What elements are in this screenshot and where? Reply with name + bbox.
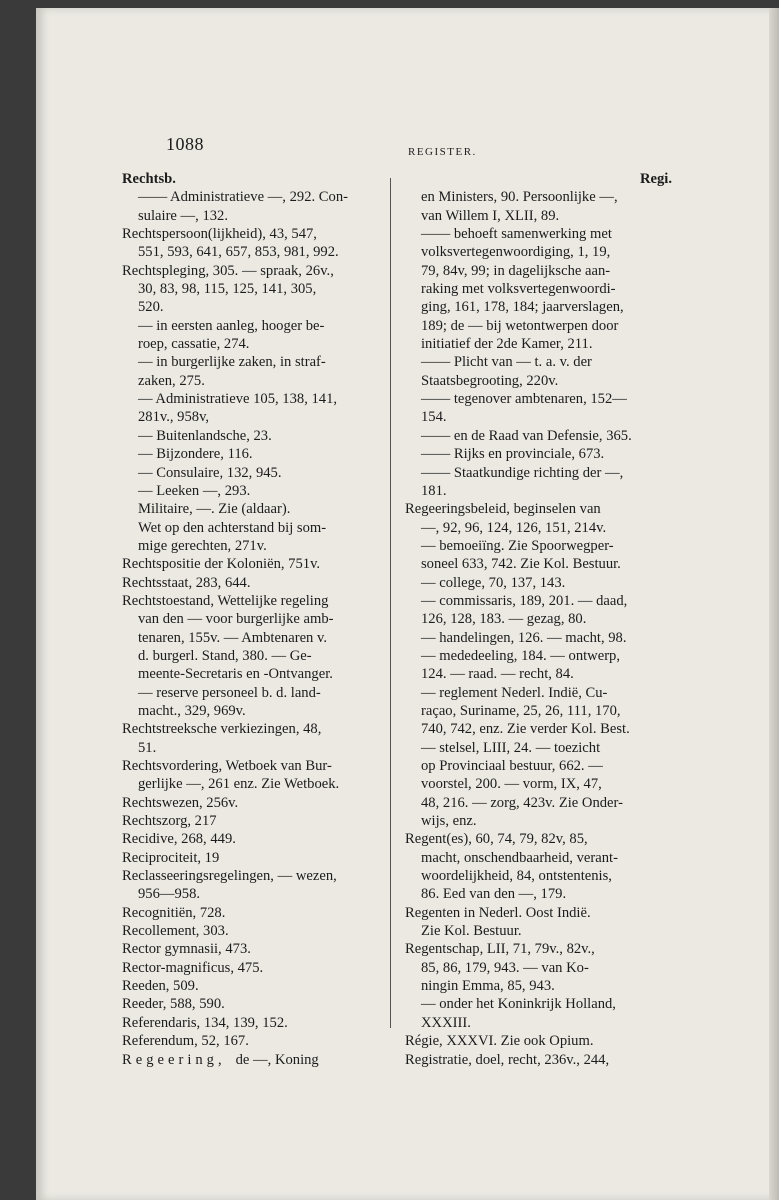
index-line: Rechtspleging, 305. — spraak, 26v.,: [122, 262, 334, 279]
index-line: Regenten in Nederl. Oost Indië.: [405, 904, 591, 921]
index-line: Rechtstreeksche verkiezingen, 48,: [122, 721, 322, 738]
index-line: Rechtsvordering, Wetboek van Bur-: [122, 758, 332, 774]
left-column: [122, 170, 392, 1069]
index-line: Rechtszorg, 217: [122, 813, 217, 830]
index-line: —— Administratieve —, 292. Con-: [138, 189, 348, 206]
index-line: Referendaris, 134, 139, 152.: [122, 1014, 288, 1031]
index-line: Rector-magnificus, 475.: [122, 959, 264, 976]
index-line: Recidive, 268, 449.: [122, 831, 236, 848]
index-line: van Willem I, XLII, 89.: [421, 207, 560, 224]
index-line: meente-Secretaris en -Ontvanger.: [138, 666, 333, 683]
index-line: van den — voor burgerlijke amb-: [138, 611, 334, 628]
index-line: Wet op den achterstand bij som-: [138, 519, 327, 536]
line-rest: de —, Koning: [235, 1051, 319, 1068]
index-line: ningin Emma, 85, 943.: [421, 978, 555, 995]
index-line: —— tegenover ambtenaren, 152—: [421, 391, 627, 408]
index-line: —— Rijks en provinciale, 673.: [421, 446, 605, 463]
index-line: roep, cassatie, 274.: [138, 336, 250, 353]
index-line: 956—958.: [138, 886, 201, 903]
index-line: — Buitenlandsche, 23.: [138, 427, 272, 444]
index-line: macht, onschendbaarheid, verant-: [421, 849, 618, 866]
index-line: en Ministers, 90. Persoonlijke —,: [421, 189, 618, 206]
index-line: Zie Kol. Bestuur.: [421, 923, 522, 940]
index-line: raking met volksvertegenwoordi-: [421, 281, 616, 298]
index-line: 124. — raad. — recht, 84.: [421, 666, 574, 683]
index-line: d. burgerl. Stand, 380. — Ge-: [138, 647, 312, 664]
index-line: soneel 633, 742. Zie Kol. Bestuur.: [421, 556, 621, 573]
index-line: Recognitiën, 728.: [122, 904, 226, 921]
index-line: — stelsel, LIII, 24. — toezicht: [421, 739, 601, 756]
index-line: — college, 70, 137, 143.: [421, 574, 566, 591]
index-line: — bemoeiïng. Zie Spoorwegper-: [421, 537, 614, 554]
index-line: Regent(es), 60, 74, 79, 82v, 85,: [405, 831, 588, 848]
index-line: Referendum, 52, 167.: [122, 1033, 249, 1050]
index-line: Rechtswezen, 256v.: [122, 794, 239, 811]
index-line: — Administratieve 105, 138, 141,: [138, 391, 338, 408]
right-column: [405, 170, 676, 1069]
left-column-heading: Rechtsb.: [122, 171, 176, 187]
index-line: Régie, XXXVI. Zie ook Opium.: [405, 1033, 594, 1050]
index-line: Recollement, 303.: [122, 923, 229, 940]
index-line: tenaren, 155v. — Ambtenaren v.: [138, 629, 327, 646]
index-line: — Leeken —, 293.: [138, 482, 251, 499]
index-line: Reeder, 588, 590.: [122, 996, 225, 1013]
index-line: 740, 742, enz. Zie verder Kol. Best.: [421, 721, 630, 738]
index-line: volksvertegenwoordiging, 1, 19,: [421, 244, 611, 261]
index-line: Rechtsstaat, 283, 644.: [122, 574, 251, 591]
index-line: 79, 84v, 99; in dagelijksche aan-: [421, 262, 611, 279]
page-number: 1088: [166, 134, 204, 154]
index-line: Rechtspositie der Koloniën, 751v.: [122, 556, 321, 573]
index-line: voorstel, 200. — vorm, IX, 47,: [421, 776, 602, 793]
index-line: — Bijzondere, 116.: [138, 446, 253, 463]
right-column-heading: Regi.: [639, 171, 672, 187]
index-line: Reeden, 509.: [122, 978, 199, 995]
index-line: 85, 86, 179, 943. — van Ko-: [421, 959, 589, 976]
index-line: gerlijke —, 261 enz. Zie Wetboek.: [138, 776, 340, 793]
spaced-word: Regeering,: [122, 1051, 226, 1068]
index-line: — handelingen, 126. — macht, 98.: [421, 629, 627, 646]
index-line: —— Staatkundige richting der —,: [421, 464, 624, 481]
index-line-last: [122, 1051, 392, 1069]
running-head: REGISTER.: [408, 146, 477, 158]
index-line: 51.: [138, 739, 157, 756]
index-line: XXXIII.: [421, 1014, 471, 1031]
index-line: 126, 128, 183. — gezag, 80.: [421, 611, 587, 628]
index-line: — onder het Koninkrijk Holland,: [421, 996, 616, 1013]
index-line: 30, 83, 98, 115, 125, 141, 305,: [138, 281, 317, 298]
index-line: macht., 329, 969v.: [138, 702, 246, 719]
page-spine: [769, 8, 779, 1200]
index-line: Staatsbegrooting, 220v.: [421, 372, 559, 389]
index-line: Registratie, doel, recht, 236v., 244,: [405, 1051, 610, 1068]
index-line: Reciprociteit, 19: [122, 849, 220, 866]
index-line: —, 92, 96, 124, 126, 151, 214v.: [421, 519, 607, 536]
index-line: 281v., 958v,: [138, 409, 210, 426]
index-line: — reserve personeel b. d. land-: [138, 684, 321, 701]
index-line: raçao, Suriname, 25, 26, 111, 170,: [421, 702, 621, 719]
index-line: 154.: [421, 409, 447, 426]
index-line: 181.: [421, 482, 447, 499]
index-line: zaken, 275.: [138, 372, 205, 389]
index-line: Rechtstoestand, Wettelijke regeling: [122, 592, 329, 609]
index-line: — in eersten aanleg, hooger be-: [138, 317, 325, 334]
index-line: Militaire, —. Zie (aldaar).: [138, 501, 291, 518]
index-line: 551, 593, 641, 657, 853, 981, 992.: [138, 244, 339, 261]
index-line: op Provinciaal bestuur, 662. —: [421, 758, 603, 774]
index-line: Reclasseeringsregelingen, — wezen,: [122, 868, 337, 885]
index-line: ging, 161, 178, 184; jaarverslagen,: [421, 299, 624, 316]
index-line: woordelijkheid, 84, ontstentenis,: [421, 868, 612, 885]
index-line: mige gerechten, 271v.: [138, 537, 267, 554]
index-line: — mededeeling, 184. — ontwerp,: [421, 647, 620, 664]
index-line: — Consulaire, 132, 945.: [138, 464, 282, 481]
index-line: wijs, enz.: [421, 813, 477, 830]
index-line: — reglement Nederl. Indië, Cu-: [421, 684, 608, 701]
index-line: — commissaris, 189, 201. — daad,: [421, 592, 628, 609]
index-line: —— en de Raad van Defensie, 365.: [421, 427, 632, 444]
index-line: Rector gymnasii, 473.: [122, 941, 251, 958]
index-line: —— Plicht van — t. a. v. der: [421, 354, 592, 371]
index-line: Regeeringsbeleid, beginselen van: [405, 501, 601, 518]
index-line: 86. Eed van den —, 179.: [421, 886, 567, 903]
index-line: 189; de — bij wetontwerpen door: [421, 317, 619, 334]
index-line: Regentschap, LII, 71, 79v., 82v.,: [405, 941, 595, 958]
index-line: 48, 216. — zorg, 423v. Zie Onder-: [421, 794, 623, 811]
index-line: —— behoeft samenwerking met: [421, 226, 612, 243]
index-line: 520.: [138, 299, 164, 316]
index-line: Rechtspersoon(lijkheid), 43, 547,: [122, 226, 317, 243]
index-line: — in burgerlijke zaken, in straf-: [138, 354, 326, 371]
index-line: sulaire —, 132.: [138, 207, 228, 224]
index-line: initiatief der 2de Kamer, 211.: [421, 336, 593, 353]
